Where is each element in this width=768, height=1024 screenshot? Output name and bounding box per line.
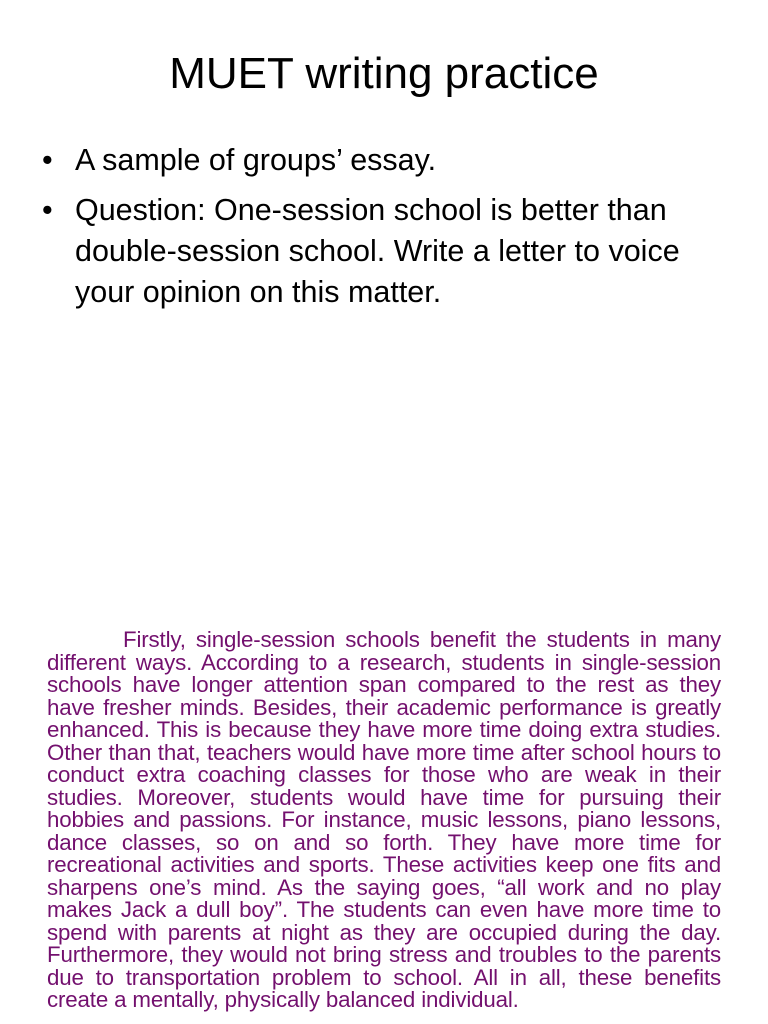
slide-title: MUET writing practice <box>169 49 599 98</box>
bullet-item <box>42 190 722 313</box>
bullet-dot-icon: • <box>42 193 53 227</box>
bullet-dot-icon: • <box>42 143 53 177</box>
essay-paragraph: Firstly, single-session schools benefit the students in many different ways. According to a research, students in single-session schools have longer attention span compared to the rest as they have fresher minds. Besides, their academic performance is greatly enhanced. This is because they have more time doing extra studies. Other than that, teachers would have more time after school hours to conduct extra coaching classes for those who are weak in their studies. Moreover, students would have time for pursuing their hobbies and passions. For instance, music lessons, piano lessons, dance classes, so on and so forth. They have more time for recreational activities and sports. These activities keep one fits and sharpens one’s mind. As the saying goes, “all work and no play makes Jack a dull boy”. The students can even have more time to spend with parents at night as they are occupied during the day. Furthermore, they would not bring stress and troubles to the parents due to transportation problem to school. All in all, these benefits create a mentally, physically balanced individual. <box>47 627 721 1012</box>
bullet-text: A sample of groups’ essay. <box>75 143 437 177</box>
bullet-text: Question: One-session school is better than double-session school. Write a letter to voice your opinion on this matter. <box>75 193 680 309</box>
bullet-list <box>42 140 722 322</box>
bullet-item <box>42 140 722 181</box>
